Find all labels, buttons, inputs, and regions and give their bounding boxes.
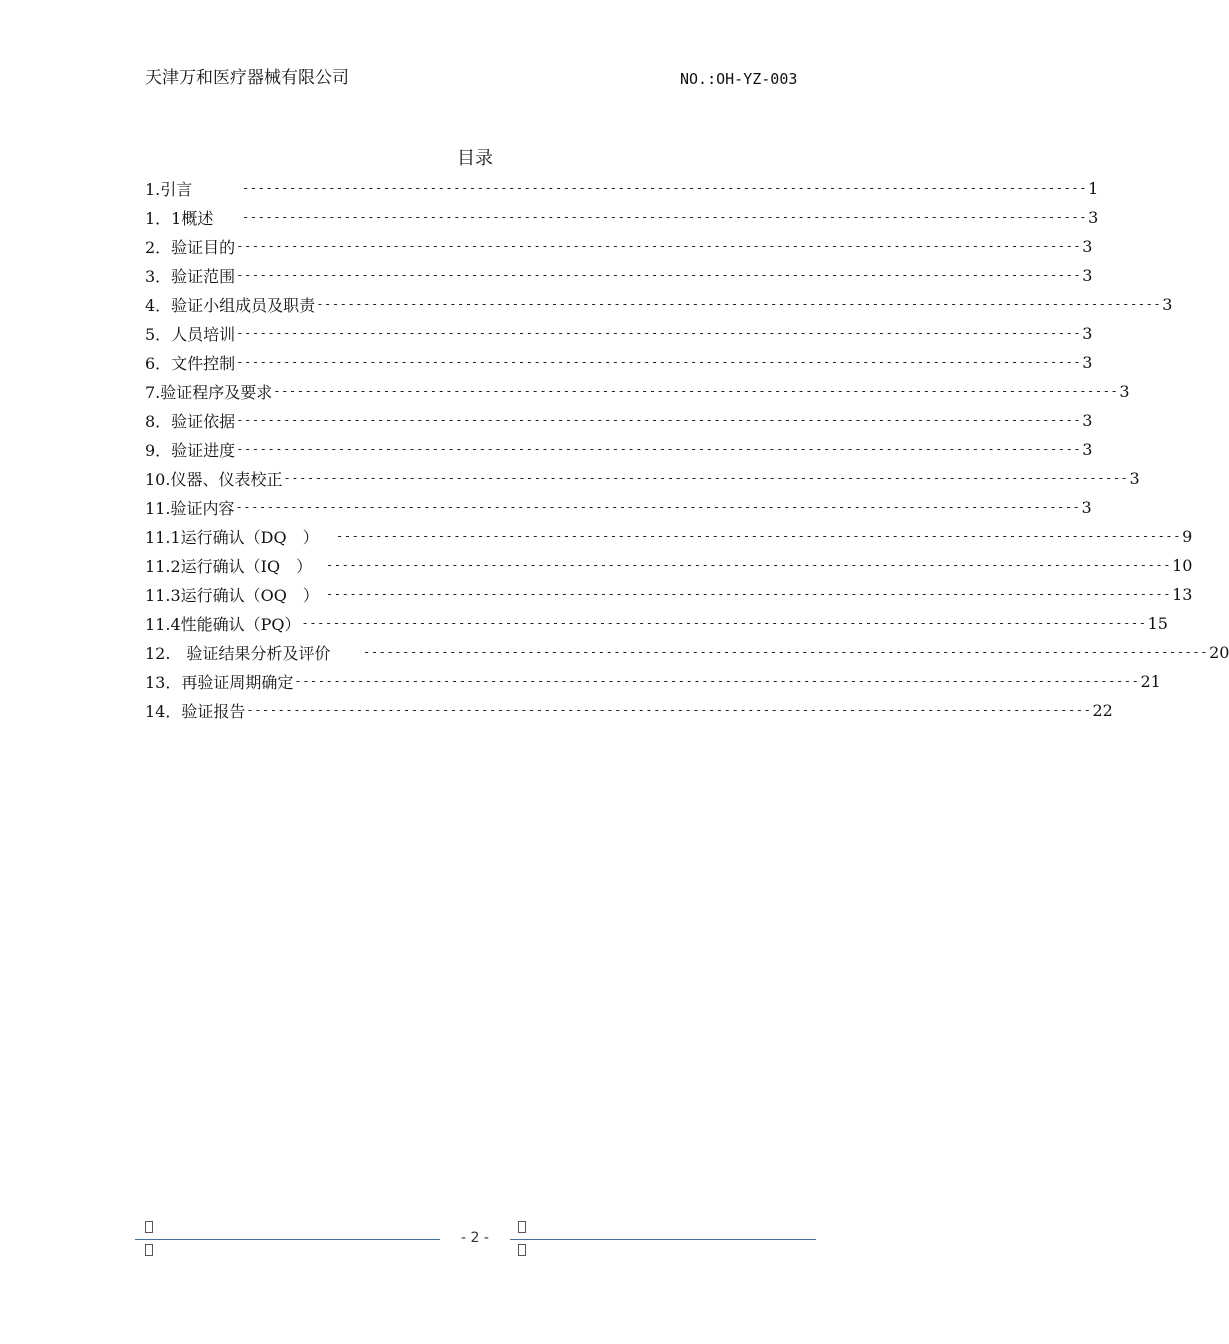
toc-entry[interactable] [145,552,1193,578]
toc-entry-page: 3 [1162,294,1173,314]
toc-entry-label: 12. 验证结果分析及评价 [145,643,331,663]
toc-entry-label: 8．验证依据 [145,411,236,431]
toc-entry-page: 3 [1119,381,1130,401]
toc-entry[interactable] [145,639,1229,665]
toc-entry-page: 3 [1082,236,1093,256]
toc-entry-page: 10 [1172,555,1193,575]
toc-entry-page: 9 [1182,526,1193,546]
placeholder-glyph-icon [518,1221,526,1233]
toc-entry-page: 20 [1209,642,1229,662]
toc-leader-dots: ------------------------------------------------------------------------------------------------------------ [301,616,1147,630]
toc-leader-dots: ------------------------------------------------------------------------------------------------------------ [242,210,1088,224]
placeholder-glyph-icon [518,1244,526,1256]
toc-entry-label: 13．再验证周期确定 [145,672,294,692]
toc-entry-label: 11.4性能确认（PQ） [145,614,301,634]
toc-leader-dots: ------------------------------------------------------------------------------------------------------------ [326,587,1172,601]
toc-entry-page: 15 [1147,613,1168,633]
company-name: 天津万和医疗器械有限公司 [145,68,349,88]
toc-leader-dots: ------------------------------------------------------------------------------------------------------------ [235,500,1081,514]
toc-entry-label: 6．文件控制 [145,353,236,373]
toc-entry[interactable] [145,407,1093,433]
toc-entry-label: 10.仪器、仪表校正 [145,469,283,489]
toc-leader-dots: ------------------------------------------------------------------------------------------------------------ [273,384,1119,398]
toc-entry[interactable] [145,262,1093,288]
toc-entry-page: 3 [1088,207,1099,227]
toc-leader-dots: ------------------------------------------------------------------------------------------------------------ [236,355,1082,369]
toc-entry-page: 13 [1172,584,1193,604]
toc-leader-dots: ------------------------------------------------------------------------------------------------------------ [294,674,1140,688]
toc-leader-dots: ------------------------------------------------------------------------------------------------------------ [363,645,1209,659]
toc-entry[interactable] [145,668,1161,694]
toc-entry-label: 1．1概述 [145,208,214,228]
toc-leader-dots: ------------------------------------------------------------------------------------------------------------ [236,413,1082,427]
toc-entry-label: 7.验证程序及要求 [145,382,273,402]
footer-divider-left [135,1239,440,1240]
footer-divider-right [510,1239,816,1240]
toc-entry-label: 3．验证范围 [145,266,236,286]
toc-entry-page: 3 [1129,468,1140,488]
toc-entry[interactable] [145,581,1193,607]
toc-entry-label: 14．验证报告 [145,701,246,721]
toc-entry-label: 2．验证目的 [145,237,236,257]
toc-entry-page: 3 [1082,352,1093,372]
toc-leader-dots: ------------------------------------------------------------------------------------------------------------ [326,558,1172,572]
toc-entry-label: 9．验证进度 [145,440,236,460]
toc-entry-page: 3 [1082,410,1093,430]
toc-leader-dots: ------------------------------------------------------------------------------------------------------------ [336,529,1182,543]
toc-entry[interactable] [145,465,1140,491]
toc-leader-dots: ------------------------------------------------------------------------------------------------------------ [236,442,1082,456]
toc-entry[interactable] [145,610,1168,636]
toc-entry[interactable] [145,233,1093,259]
toc-leader-dots: ------------------------------------------------------------------------------------------------------------ [246,703,1092,717]
toc-leader-dots: ------------------------------------------------------------------------------------------------------------ [236,239,1082,253]
toc-entry-label: 11.1运行确认（DQ ） [145,527,319,547]
toc-entry-label: 11.2运行确认（IQ ） [145,556,313,576]
toc-entry[interactable] [145,494,1092,520]
toc-leader-dots: ------------------------------------------------------------------------------------------------------------ [236,268,1082,282]
toc-entry[interactable] [145,436,1093,462]
toc-entry[interactable] [145,175,1099,201]
placeholder-glyph-icon [145,1221,153,1233]
toc-entry-page: 3 [1082,439,1093,459]
toc-entry[interactable] [145,378,1130,404]
toc-entry[interactable] [145,697,1113,723]
toc-title: 目录 [457,148,493,169]
toc-entry-label: 5．人员培训 [145,324,236,344]
toc-entry[interactable] [145,523,1193,549]
toc-leader-dots: ------------------------------------------------------------------------------------------------------------ [242,181,1088,195]
toc-leader-dots: ------------------------------------------------------------------------------------------------------------ [236,326,1082,340]
toc-entry-page: 3 [1082,265,1093,285]
toc-entry[interactable] [145,349,1093,375]
toc-leader-dots: ------------------------------------------------------------------------------------------------------------ [283,471,1129,485]
toc-entry-page: 21 [1140,671,1161,691]
toc-entry-label: 4．验证小组成员及职责 [145,295,316,315]
toc-entry-page: 3 [1082,323,1093,343]
toc-entry[interactable] [145,320,1093,346]
toc-entry-page: 22 [1092,700,1113,720]
toc-entry[interactable] [145,291,1173,317]
footer-page-number: - 2 - [461,1230,489,1246]
toc-entry-page: 3 [1081,497,1092,517]
toc-entry-page: 1 [1088,178,1099,198]
document-number: NO.:OH-YZ-003 [680,70,798,88]
toc-entry[interactable] [145,204,1099,230]
toc-entry-label: 1.引言 [145,179,193,199]
toc-entry-label: 11.3运行确认（OQ ） [145,585,319,605]
toc-leader-dots: ------------------------------------------------------------------------------------------------------------ [316,297,1162,311]
toc-entry-label: 11.验证内容 [145,498,235,518]
placeholder-glyph-icon [145,1244,153,1256]
